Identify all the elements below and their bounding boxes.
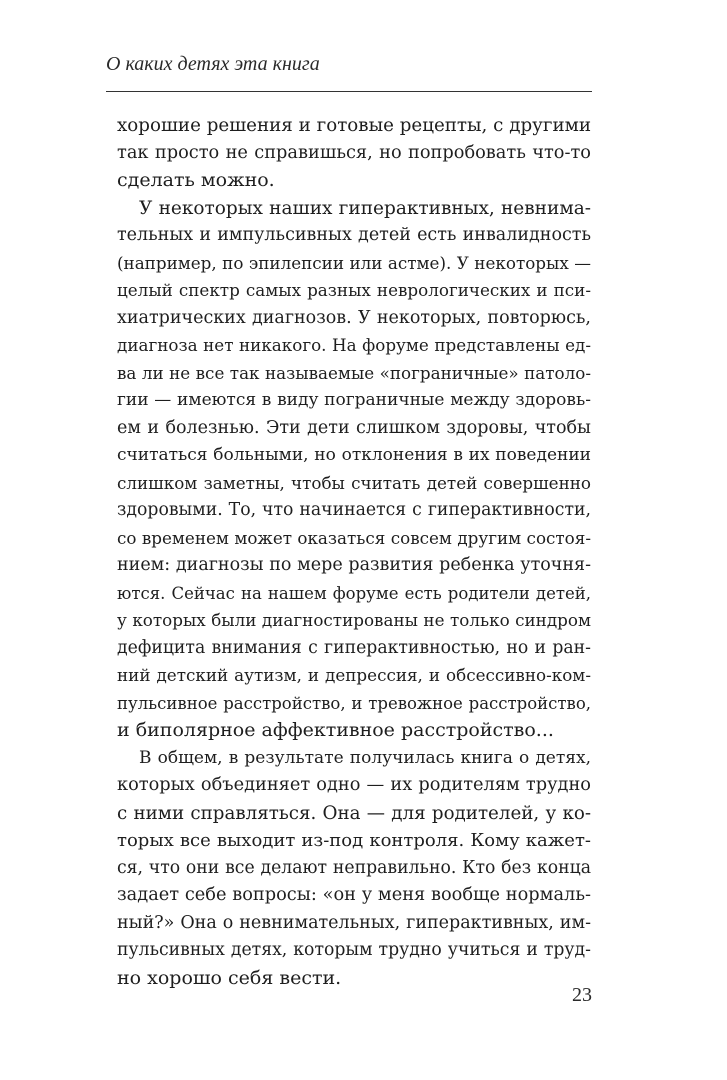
header-rule [106,91,592,92]
text-line: ся, что они все делают неправильно. Кто без конца [117,857,591,878]
paragraph-1 [117,112,591,195]
text-line: пульсивных детях, которым трудно учиться и труд- [117,940,591,960]
text-line: ний детский аутизм, и депрессия, и обсессивно-ком- [117,665,591,685]
text-line: нием: диагнозы по мере развития ребенка уточня- [117,555,591,575]
text-line: которых объединяет одно — их родителям трудно [117,775,591,795]
text-line: целый спектр самых разных неврологических и пси- [117,280,591,300]
text-line: но хорошо себя вести. [117,966,342,989]
body-text [117,112,591,992]
text-line: и биполярное аффективное расстройство... [117,719,554,741]
text-line: дефицита внимания с гиперактивностью, но и ран- [117,637,591,658]
text-line: диагноза нет никакого. На форуме представлены ед- [117,335,591,355]
text-line: У некоторых наших гиперактивных, невнима- [139,197,591,219]
text-line: хиатрических диагнозов. У некоторых, повторюсь, [117,307,591,328]
paragraph-2 [117,195,591,745]
text-line: с ними справляться. Она — для родителей, у ко- [117,802,591,824]
text-line: пульсивное расстройство, и тревожное расстройство, [117,693,591,713]
text-line: хорошие решения и готовые рецепты, с другими [117,115,591,136]
text-line: (например, по эпилепсии или астме). У некоторых — [117,252,591,273]
text-line: здоровыми. То, что начинается с гиперактивности, [117,500,591,520]
page-number: 23 [572,984,592,1006]
text-line: так просто не справишься, но попробовать что-то [117,142,591,163]
text-line: гии — имеются в виду пограничные между здоровь- [117,390,591,410]
text-line: у которых были диагностированы не только синдром [117,610,591,630]
text-line: задает себе вопросы: «он у меня вообще нормаль- [117,885,591,905]
text-line: со временем может оказаться совсем другим состоя- [117,527,591,548]
text-line: тельных и импульсивных детей есть инвалидность [117,225,591,245]
text-line: слишком заметны, чтобы считать детей совершенно [117,472,591,493]
text-line: ный?» Она о невнимательных, гиперактивных, им- [117,912,591,933]
text-line: ва ли не все так называемые «пограничные» патоло- [117,362,591,383]
text-line: В общем, в результате получилась книга о детях, [139,747,591,768]
text-line: ем и болезнью. Эти дети слишком здоровы, чтобы [117,417,591,438]
text-line: считаться больными, но отклонения в их поведении [117,445,591,465]
paragraph-3 [117,745,591,993]
text-line: торых все выходит из-под контроля. Кому кажет- [117,830,591,851]
running-head: О каких детях эта книга [106,53,320,75]
text-line: ются. Сейчас на нашем форуме есть родители детей, [117,583,591,603]
text-line: сделать можно. [117,169,275,191]
